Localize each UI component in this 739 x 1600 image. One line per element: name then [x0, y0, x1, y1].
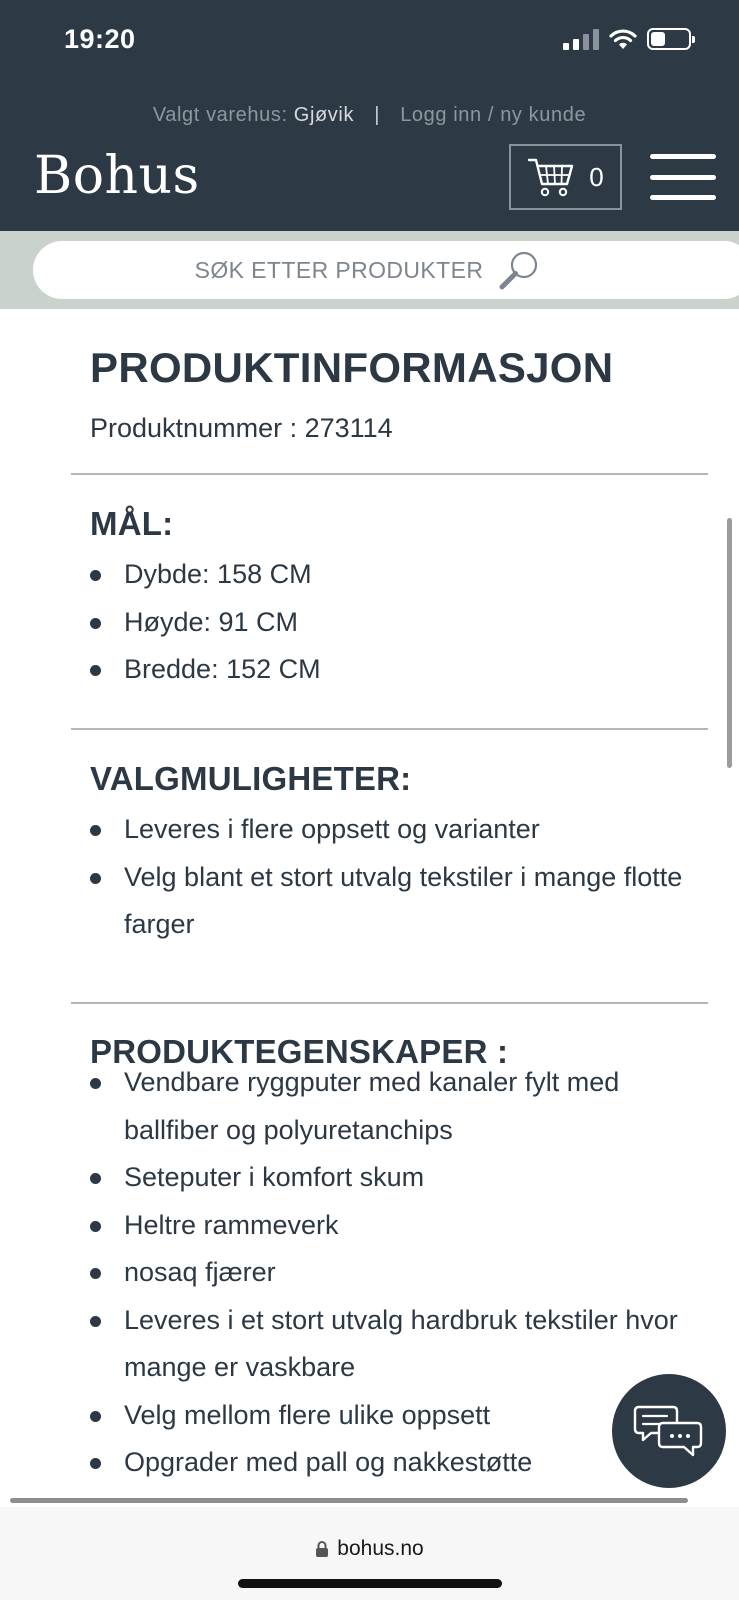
list-item: Leveres i flere oppsett og varianter [90, 806, 690, 854]
list-item: Velg blant et stort utvalg tekstiler i mange flotte farger [90, 854, 690, 949]
lock-icon [315, 1540, 329, 1558]
list-item: Velg mellom flere ulike oppsett [90, 1392, 690, 1440]
page-title: PRODUKTINFORMASJON [90, 344, 614, 391]
site-header [0, 0, 739, 231]
list-item: nosaq fjærer [90, 1249, 690, 1297]
cart-count: 0 [589, 161, 604, 192]
wifi-icon [609, 28, 637, 50]
store-line [0, 104, 739, 127]
list-item: Heltre rammeverk [90, 1202, 690, 1250]
horizontal-scrollbar[interactable] [10, 1498, 688, 1503]
list-item: Seteputer i komfort skum [90, 1154, 690, 1202]
list-item: Vendbare ryggputer med kanaler fylt med ballfiber og polyuretanchips [90, 1059, 690, 1154]
battery-level [651, 32, 665, 46]
divider [71, 1002, 708, 1004]
search-input[interactable] [33, 241, 739, 299]
login-link[interactable]: Logg inn / ny kunde [400, 104, 587, 126]
battery-icon [647, 28, 691, 50]
product-number: Produktnummer : 273114 [90, 413, 393, 443]
section-title-maal: MÅL: [90, 505, 174, 542]
product-info-content [0, 309, 739, 1505]
status-icons [563, 28, 691, 50]
list-produktegenskaper [90, 1059, 690, 1487]
store-label: Valgt varehus: [152, 104, 288, 126]
browser-url-bar[interactable] [0, 1507, 739, 1600]
magnifier-icon[interactable] [497, 248, 541, 292]
home-indicator[interactable] [238, 1579, 502, 1588]
list-item: Leveres i et stort utvalg hardbruk tekstiler hvor mange er vaskbare [90, 1297, 690, 1392]
cart-icon [527, 156, 575, 198]
list-valgmuligheter [90, 806, 690, 949]
chat-button[interactable] [612, 1374, 726, 1488]
list-item: Dybde: 158 CM [90, 551, 690, 599]
hamburger-menu-icon[interactable] [650, 154, 716, 200]
url-display[interactable] [0, 1537, 739, 1561]
url-text: bohus.no [337, 1537, 424, 1560]
store-name-link[interactable]: Gjøvik [293, 104, 355, 126]
search-band [0, 231, 739, 309]
vertical-scrollbar[interactable] [727, 518, 732, 768]
section-title-valgmuligheter: VALGMULIGHETER: [90, 760, 412, 797]
list-maal [90, 551, 690, 694]
list-item: Bredde: 152 CM [90, 646, 690, 694]
cart-button[interactable] [509, 144, 622, 210]
divider [71, 728, 708, 730]
divider [71, 473, 708, 475]
bohus-logo[interactable]: Bohus [34, 146, 200, 206]
cellular-signal-icon [563, 28, 599, 50]
store-separator: | [374, 104, 381, 126]
status-time: 19:20 [64, 24, 136, 54]
list-item: Høyde: 91 CM [90, 599, 690, 647]
section-title-produktegenskaper: PRODUKTEGENSKAPER : [90, 1033, 509, 1070]
chat-bubbles-icon [633, 1401, 705, 1461]
list-item: Opgrader med pall og nakkestøtte [90, 1439, 690, 1487]
search-placeholder: SØK ETTER PRODUKTER [194, 256, 484, 283]
